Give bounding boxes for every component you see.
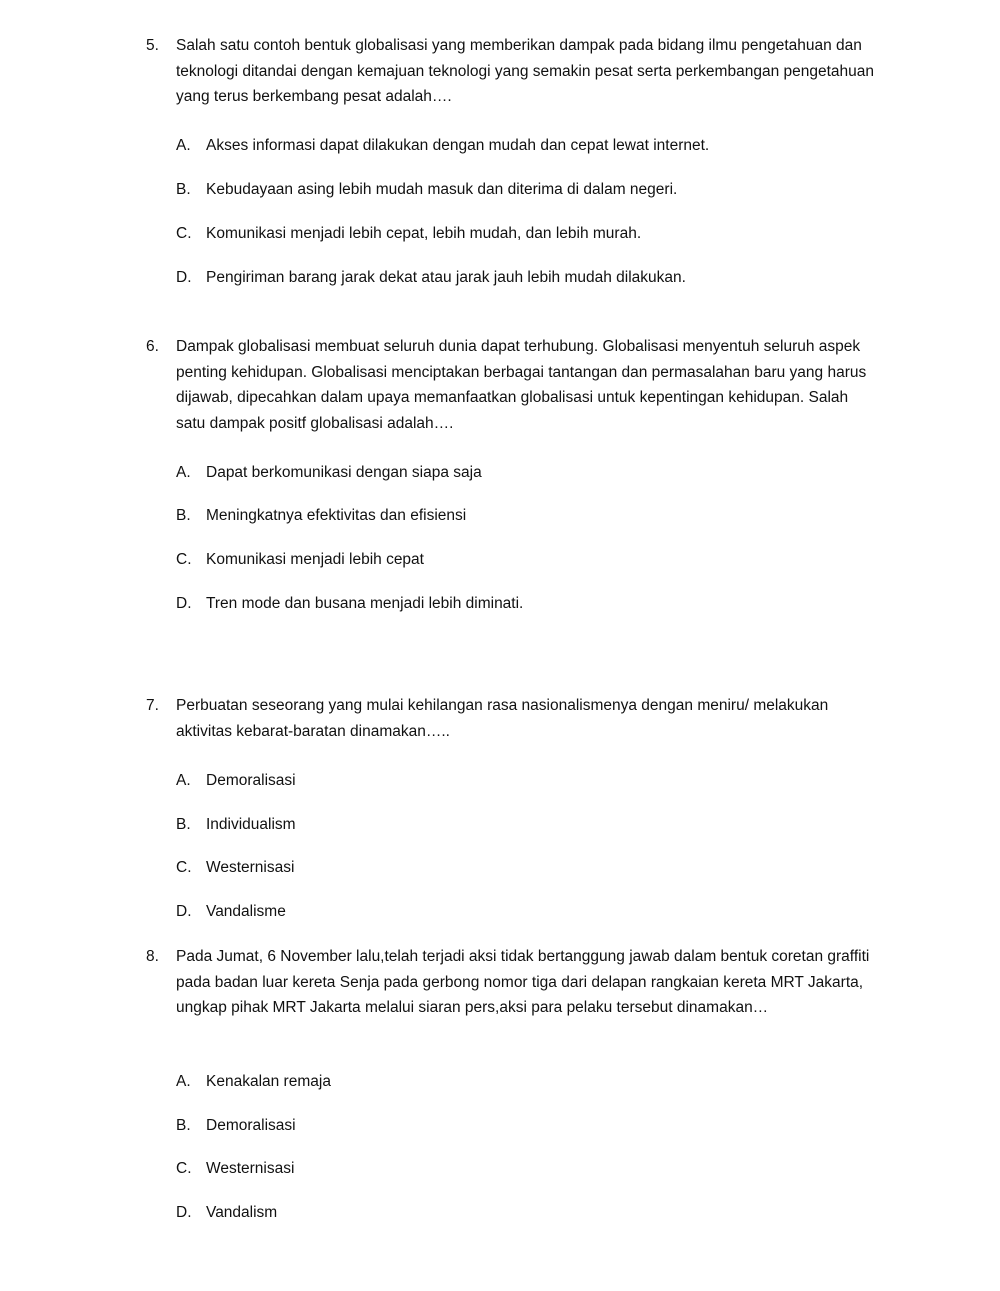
option-letter: D. [176,595,192,612]
option-5a [0,135,1000,157]
question-text: Pada Jumat, 6 November lalu,telah terjadi aksi tidak bertanggung jawab dalam bentuk coretan graffiti pada badan luar kereta Senja pada gerbong nomor tiga dari delapan rangkaian kereta MRT Jakarta, ungkap pihak MRT Jakarta melalui siaran pers,aksi para pelaku tersebut dinamakan… [176,948,870,1016]
option-text: Vandalisme [206,903,286,920]
option-6d [0,593,1000,615]
option-5d [0,267,1000,289]
option-letter: D. [176,269,192,286]
option-letter: D. [176,903,192,920]
question-text: Salah satu contoh bentuk globalisasi yang memberikan dampak pada bidang ilmu pengetahuan dan teknologi ditandai dengan kemajuan teknologi yang semakin pesat serta perkembangan pengetahuan yang terus berkembang pesat adalah…. [176,37,874,105]
option-text: Demoralisasi [206,1117,296,1134]
option-text: Kenakalan remaja [206,1073,331,1090]
question-number: 8. [146,948,159,965]
option-letter: A. [176,464,191,481]
question-text: Perbuatan seseorang yang mulai kehilangan rasa nasionalismenya dengan meniru/ melakukan aktivitas kebarat-baratan dinamakan….. [176,697,829,740]
option-letter: C. [176,225,192,242]
option-text: Westernisasi [206,1160,295,1177]
option-8c [0,1158,1000,1180]
question-number: 7. [146,697,159,714]
option-letter: B. [176,507,191,524]
option-text: Individualism [206,816,296,833]
option-5b [0,179,1000,201]
option-7c [0,857,1000,879]
option-8b [0,1115,1000,1137]
option-8d [0,1202,1000,1224]
option-letter: A. [176,137,191,154]
option-letter: C. [176,1160,192,1177]
option-7d [0,901,1000,923]
option-text: Akses informasi dapat dilakukan dengan mudah dan cepat lewat internet. [206,137,710,154]
option-text: Westernisasi [206,859,295,876]
option-6b [0,505,1000,527]
question-number: 5. [146,37,159,54]
option-letter: B. [176,816,191,833]
option-8a [0,1071,1000,1093]
option-text: Pengiriman barang jarak dekat atau jarak jauh lebih mudah dilakukan. [206,269,686,286]
option-letter: B. [176,181,191,198]
option-text: Kebudayaan asing lebih mudah masuk dan diterima di dalam negeri. [206,181,678,198]
option-text: Komunikasi menjadi lebih cepat, lebih mudah, dan lebih murah. [206,225,642,242]
option-letter: B. [176,1117,191,1134]
option-7b [0,814,1000,836]
option-letter: D. [176,1204,192,1221]
option-text: Vandalism [206,1204,278,1221]
option-6c [0,549,1000,571]
option-letter: C. [176,859,192,876]
option-text: Komunikasi menjadi lebih cepat [206,551,424,568]
option-text: Tren mode dan busana menjadi lebih diminati. [206,595,524,612]
option-5c [0,223,1000,245]
option-text: Demoralisasi [206,772,296,789]
option-6a [0,462,1000,484]
option-letter: C. [176,551,192,568]
option-text: Meningkatnya efektivitas dan efisiensi [206,507,467,524]
option-7a [0,770,1000,792]
option-letter: A. [176,1073,191,1090]
question-number: 6. [146,338,159,355]
option-text: Dapat berkomunikasi dengan siapa saja [206,464,482,481]
question-text: Dampak globalisasi membuat seluruh dunia dapat terhubung. Globalisasi menyentuh seluruh aspek penting kehidupan. Globalisasi menciptakan berbagai tantangan dan permasalahan baru yang harus dijawab, dipecahkan dalam upaya memanfaatkan globalisasi untuk kepentingan kehidupan. Salah satu dampak positf globalisasi adalah…. [176,338,867,432]
option-letter: A. [176,772,191,789]
